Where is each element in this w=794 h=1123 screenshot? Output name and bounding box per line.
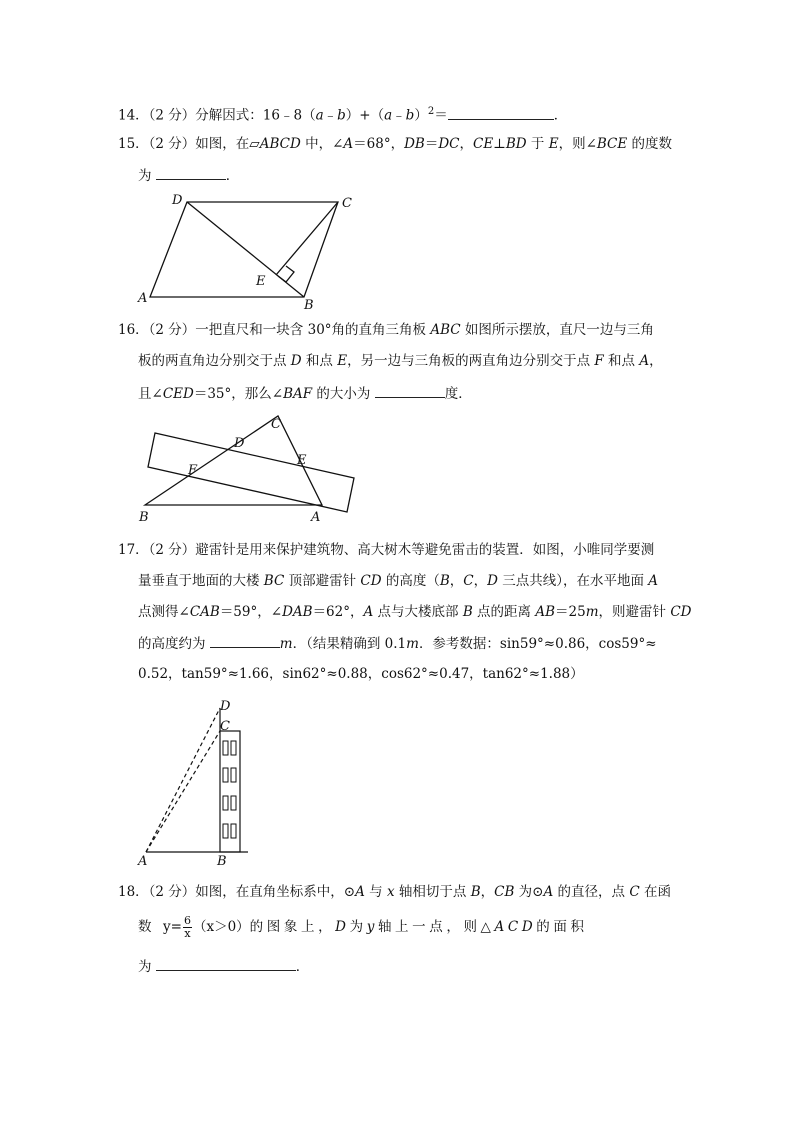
q17-text: 三点共线），在水平地面 xyxy=(497,573,649,589)
ruler xyxy=(148,433,354,512)
q18-condition: （x＞0） xyxy=(192,919,250,935)
q18-var: B xyxy=(470,884,481,900)
question-18-line-2 xyxy=(138,914,588,940)
triangle-abc xyxy=(145,416,322,505)
q17-text: 点的距离 xyxy=(472,604,536,620)
q15-text: 为 xyxy=(138,168,152,184)
question-15-line-1 xyxy=(118,134,672,154)
q16-answer-blank[interactable] xyxy=(375,383,445,398)
label-d: D xyxy=(234,436,245,451)
question-17-line-1 xyxy=(118,540,654,560)
q18-var: x xyxy=(386,884,395,900)
q14-var-b: b xyxy=(337,107,346,124)
building-windows xyxy=(223,741,236,838)
q17-text: 的高度（ xyxy=(381,573,440,589)
label-d: D xyxy=(220,699,231,714)
q18-function-y: y= xyxy=(163,919,182,935)
q18-text: 的面积 xyxy=(536,919,588,935)
q15-var: DB xyxy=(404,136,425,152)
q14-minus2: ﹣ xyxy=(392,107,406,124)
q18-var: A xyxy=(355,884,365,900)
q18-text: 数 xyxy=(138,919,156,935)
label-a: A xyxy=(138,291,148,306)
label-e: E xyxy=(297,453,307,468)
question-17-line-3 xyxy=(138,602,691,622)
q17-var: AB xyxy=(535,604,556,620)
q14-prefix: 14．（2 分）分解因式：16﹣8（ xyxy=(118,107,316,124)
q15-var: CE xyxy=(472,136,494,152)
q18-text: 为⊙ xyxy=(514,884,544,900)
q18-text: 的直径，点 xyxy=(553,884,630,900)
q14-mid: ）+（ xyxy=(345,107,385,124)
q17-text: 量垂直于地面的大楼 xyxy=(138,573,264,589)
segment-ce xyxy=(276,202,338,275)
diagonal-db xyxy=(187,202,304,297)
q17-answer-blank[interactable] xyxy=(210,633,280,648)
q18-var: ACD xyxy=(494,919,537,935)
question-17-line-4 xyxy=(138,633,657,654)
q16-text: 如图所示摆放，直尺一边与三角 xyxy=(460,322,654,338)
q17-var: CD xyxy=(670,604,692,620)
q17-var: C xyxy=(463,573,474,589)
q15-text: ， xyxy=(459,136,473,152)
q18-text: ， xyxy=(480,884,495,900)
q15-var: DC xyxy=(438,136,460,152)
sight-line-ad xyxy=(146,708,220,852)
q17-text: ．（结果精确到 0.1 xyxy=(292,636,407,652)
q16-var: E xyxy=(337,353,348,369)
q16-var: F xyxy=(594,353,604,369)
q17-text: 点与大楼底部 xyxy=(373,604,463,620)
label-b: B xyxy=(304,298,314,313)
building-bc xyxy=(220,731,240,852)
q15-var: E xyxy=(548,136,559,152)
q18-text: 为 xyxy=(138,959,152,975)
q17-text: ， xyxy=(473,573,488,589)
q15-text: 中，∠ xyxy=(300,136,344,152)
q16-text: 且∠ xyxy=(138,386,163,402)
q18-var: y xyxy=(366,919,378,935)
label-c: C xyxy=(342,196,352,211)
question-17-line-5 xyxy=(138,664,584,684)
q15-var: BD xyxy=(505,136,527,152)
q18-text: 18．（2 分）如图，在直角坐标系中，⊙ xyxy=(118,884,356,900)
q18-text: 与 xyxy=(364,884,387,900)
q15-text: ⊥ xyxy=(493,136,506,152)
q14-var-a: a xyxy=(315,107,324,124)
q17-text: ＝59°，∠ xyxy=(219,604,283,620)
q15-text: ＝68°， xyxy=(353,136,405,152)
q14-close: ） xyxy=(414,107,428,124)
q14-var-b2: b xyxy=(405,107,415,124)
q17-text: ， xyxy=(449,573,464,589)
q17-var: B xyxy=(462,604,473,620)
q16-var: CED xyxy=(162,386,194,402)
label-b: B xyxy=(217,854,227,869)
q15-text: 的度数 xyxy=(627,136,673,152)
q17-var: CAB xyxy=(189,604,220,620)
q17-text: 点测得∠ xyxy=(138,604,190,620)
q15-text: ，则∠ xyxy=(558,136,597,152)
q17-text: ＝62°， xyxy=(312,604,364,620)
q17-var: A xyxy=(648,573,659,589)
q18-text: 的图象上， xyxy=(249,919,336,935)
q17-text: 顶部避雷针 xyxy=(284,573,361,589)
q15-text: ＝ xyxy=(424,136,439,152)
q17-text: 17．（2 分）避雷针是用来保护建筑物、高大树木等避免雷击的装置．如图，小唯同学要测 xyxy=(118,542,655,558)
question-16-line-3 xyxy=(138,383,472,404)
q16-text: 和点 xyxy=(603,353,640,369)
q16-text: ，另一边与三角板的两直角边分别交于点 xyxy=(347,353,595,369)
question-15-line-2 xyxy=(138,165,239,186)
q17-text: 的高度约为 xyxy=(138,636,206,652)
q16-text: 和点 xyxy=(301,353,338,369)
label-c: C xyxy=(271,417,281,432)
q14-equals: ＝ xyxy=(434,107,448,124)
q14-exponent: 2 xyxy=(427,106,435,117)
q17-var: m xyxy=(279,636,293,652)
fraction-denominator: x xyxy=(184,927,191,940)
q18-fraction xyxy=(183,915,192,940)
q17-var: DAB xyxy=(282,604,313,620)
question-16-line-1 xyxy=(118,320,654,340)
q15-text: 15．（2 分）如图，在▱ xyxy=(118,136,260,152)
q18-text: ． xyxy=(295,959,310,975)
q15-var: ABCD xyxy=(259,136,301,152)
q16-text: ＝35°，那么∠ xyxy=(193,386,284,402)
q18-var: D xyxy=(335,919,350,935)
label-c: C xyxy=(220,719,230,734)
q18-var: A xyxy=(543,884,554,900)
q15-answer-blank[interactable] xyxy=(156,165,226,180)
q14-var-a2: a xyxy=(384,107,393,124)
q14-end: ． xyxy=(553,107,568,124)
q16-var: A xyxy=(639,353,650,369)
q16-var: BAF xyxy=(283,386,313,402)
q17-var: m xyxy=(406,636,419,652)
q17-var: BC xyxy=(263,573,285,589)
q16-var: D xyxy=(290,353,302,369)
q17-text: 0.52，tan59°≈1.66，sin62°≈0.88，cos62°≈0.47，tan62°≈1.88） xyxy=(138,666,584,682)
q18-text: 轴相切于点 xyxy=(394,884,471,900)
q15-var: BCE xyxy=(596,136,628,152)
q16-text: ， xyxy=(649,353,663,369)
label-f: F xyxy=(188,463,198,478)
q16-text: 16．（2 分）一把直尺和一块含 30°角的直角三角板 xyxy=(118,322,431,338)
q17-var: m xyxy=(585,604,599,620)
q14-minus: ﹣ xyxy=(323,107,338,124)
label-b: B xyxy=(139,510,149,525)
question-14 xyxy=(118,102,567,126)
q17-var: CD xyxy=(360,573,382,589)
question-17-line-2 xyxy=(138,571,658,591)
q16-text: 的大小为 xyxy=(312,386,371,402)
q17-var: A xyxy=(363,604,374,620)
q15-var: A xyxy=(343,136,354,152)
q18-var: CB xyxy=(494,884,515,900)
q17-var: D xyxy=(487,573,498,589)
parallelogram-abcd xyxy=(150,202,338,297)
q16-var: ABC xyxy=(430,322,461,338)
q15-text: 于 xyxy=(526,136,549,152)
fraction-numerator: 6 xyxy=(183,914,191,927)
label-a: A xyxy=(311,510,321,525)
q15-text: ． xyxy=(225,168,240,184)
q18-text: 在函 xyxy=(639,884,671,900)
q17-text: ．参考数据：sin59°≈0.86，cos59°≈ xyxy=(418,636,657,652)
q18-text: 为 xyxy=(349,919,367,935)
question-18-line-3 xyxy=(138,956,309,977)
sight-line-ac xyxy=(146,731,220,852)
q18-answer-blank[interactable] xyxy=(156,956,296,971)
q18-text: 轴上一点，则△ xyxy=(377,919,495,935)
q17-text: ＝25 xyxy=(555,604,586,620)
q16-text: 板的两直角边分别交于点 xyxy=(138,353,291,369)
q18-var: C xyxy=(629,884,640,900)
label-d: D xyxy=(172,193,183,208)
q17-text: ，则避雷针 xyxy=(598,604,671,620)
label-e: E xyxy=(256,274,266,289)
right-angle-mark xyxy=(278,266,294,282)
q17-var: B xyxy=(439,573,450,589)
question-18-line-1 xyxy=(118,882,671,902)
q16-text: 度． xyxy=(444,386,472,402)
question-16-line-2 xyxy=(138,351,663,371)
label-a: A xyxy=(138,854,148,869)
q14-answer-blank[interactable] xyxy=(448,105,554,120)
